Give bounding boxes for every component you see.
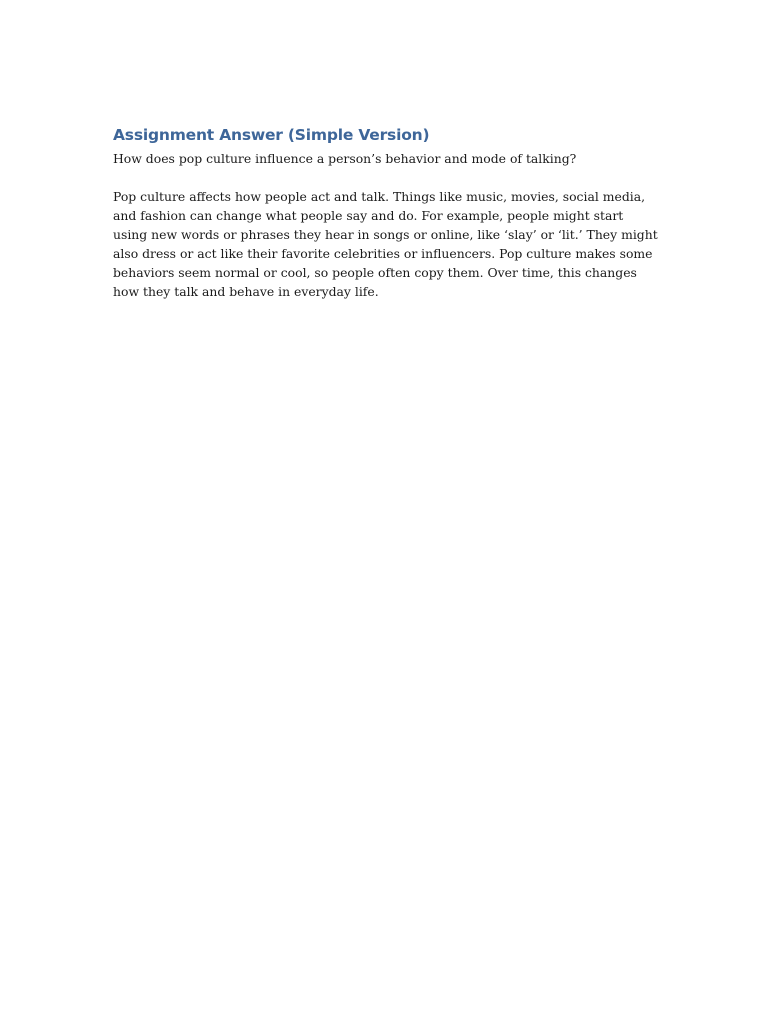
document-body	[113, 124, 658, 301]
answer-paragraph: Pop culture affects how people act and talk. Things like music, movies, social media, and fashion can change what people say and do. For example, people might start using new words or phrases they hear in songs or online, like ‘slay’ or ‘lit.’ They might also dress or act like their favorite celebrities or influencers. Pop culture makes some behaviors seem normal or cool, so people often copy them. Over time, this changes how they talk and behave in everyday life.	[113, 189, 658, 299]
question-text: How does pop culture influence a person’s behavior and mode of talking?	[113, 151, 577, 166]
document-heading: Assignment Answer (Simple Version)	[113, 126, 430, 144]
